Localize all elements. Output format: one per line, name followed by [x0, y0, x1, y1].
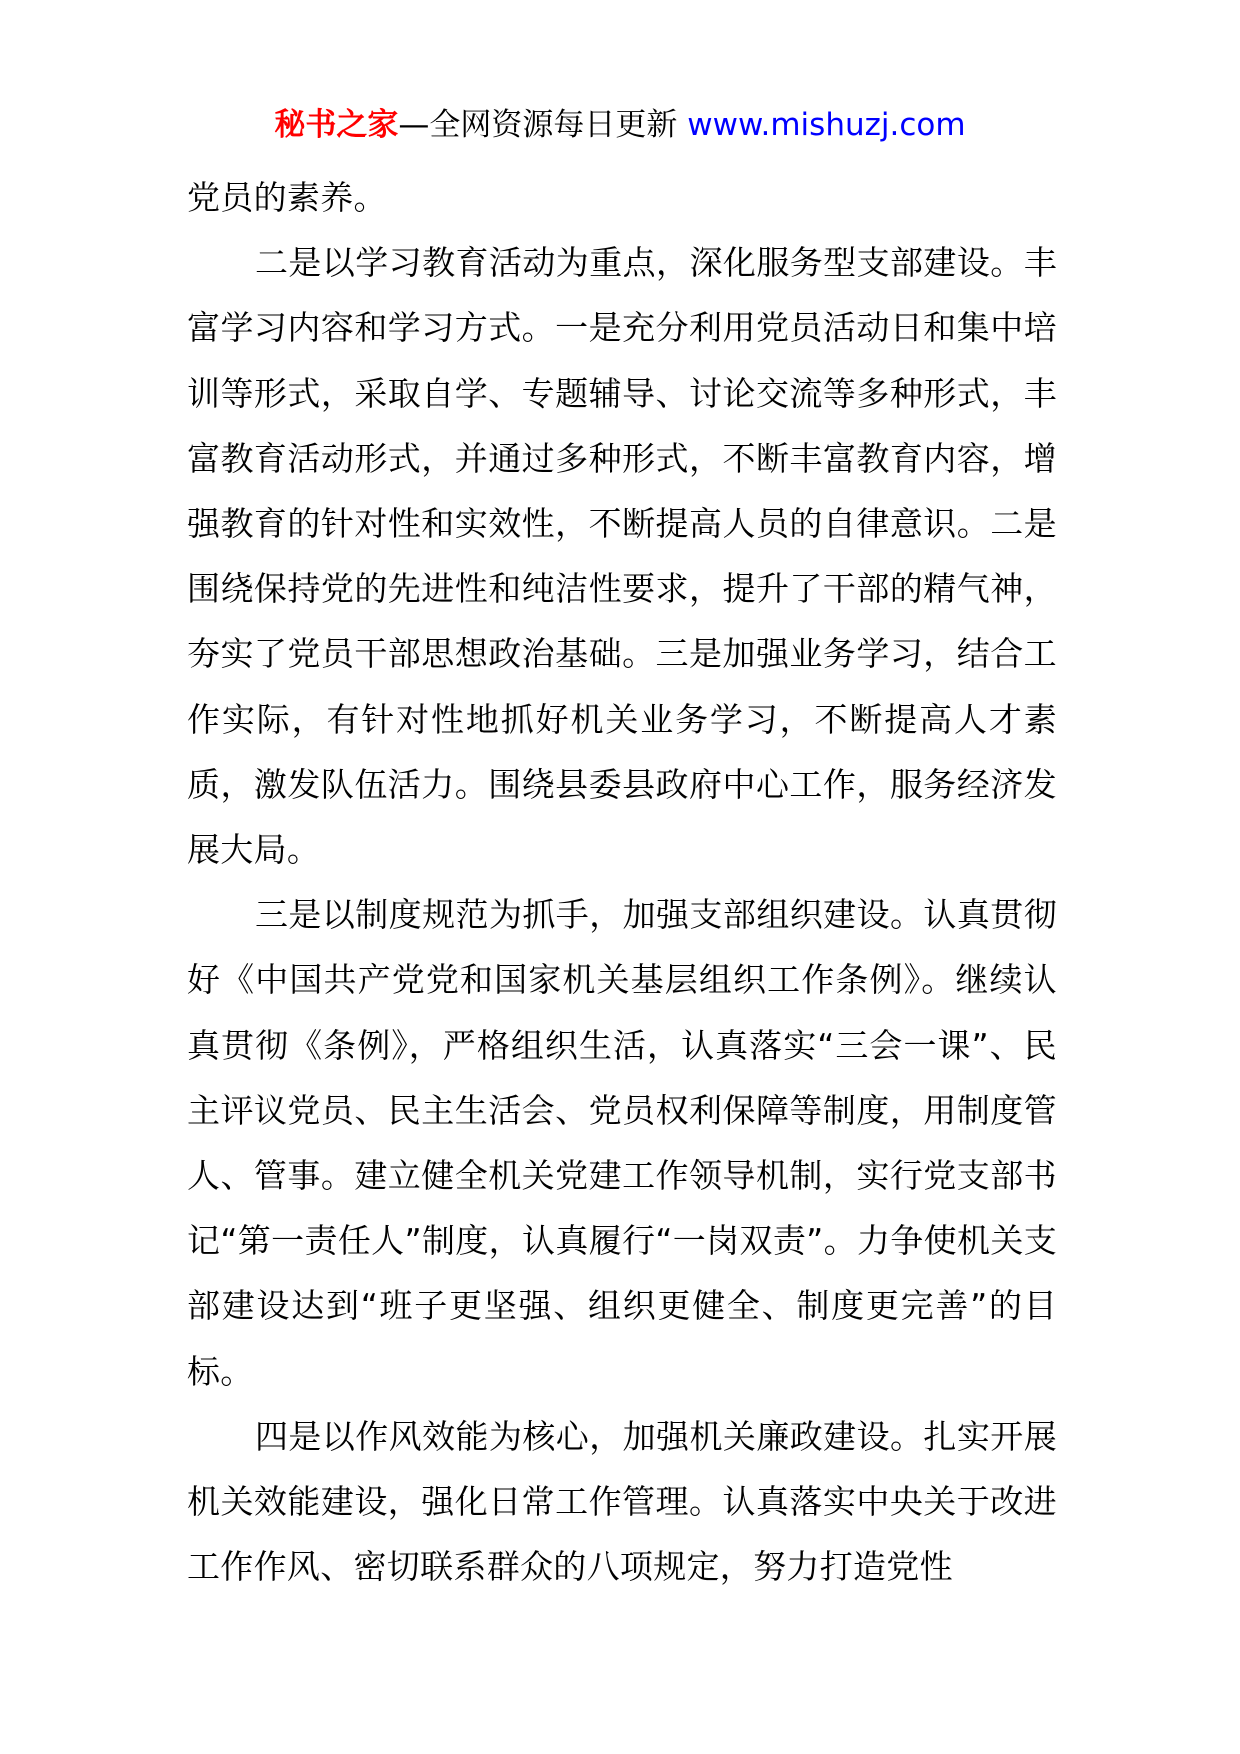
- paragraph-organization: 三是以制度规范为抓手，加强支部组织建设。认真贯彻好《中国共产党党和国家机关基层组织工作条例》。继续认真贯彻《条例》，严格组织生活，认真落实“三会一课”、民主评议党员、民主生活会、党员权利保障等制度，用制度管人、管事。建立健全机关党建工作领导机制，实行党支部书记“第一责任人”制度，认真履行“一岗双责”。力争使机关支部建设达到“班子更坚强、组织更健全、制度更完善”的目标。: [187, 895, 1057, 1391]
- site-header: [0, 100, 1240, 150]
- site-url-link[interactable]: www.mishuzj.com: [687, 107, 966, 143]
- paragraph-continuation: 党员的素养。: [187, 178, 387, 217]
- document-body: [187, 165, 1057, 1599]
- header-slogan: —全网资源每日更新: [398, 107, 688, 143]
- paragraph-integrity: 四是以作风效能为核心，加强机关廉政建设。扎实开展机关效能建设，强化日常工作管理。认真落实中央关于改进工作作风、密切联系群众的八项规定，努力打造党性: [187, 1416, 1057, 1587]
- brand-name: 秘书之家: [274, 107, 399, 143]
- paragraph-service-branch: 二是以学习教育活动为重点，深化服务型支部建设。丰富学习内容和学习方式。一是充分利用党员活动日和集中培训等形式，采取自学、专题辅导、讨论交流等多种形式，丰富教育活动形式，并通过多种形式，不断丰富教育内容，增强教育的针对性和实效性，不断提高人员的自律意识。二是围绕保持党的先进性和纯洁性要求，提升了干部的精气神，夯实了党员干部思想政治基础。三是加强业务学习，结合工作实际，有针对性地抓好机关业务学习，不断提高人才素质，激发队伍活力。围绕县委县政府中心工作，服务经济发展大局。: [187, 243, 1057, 870]
